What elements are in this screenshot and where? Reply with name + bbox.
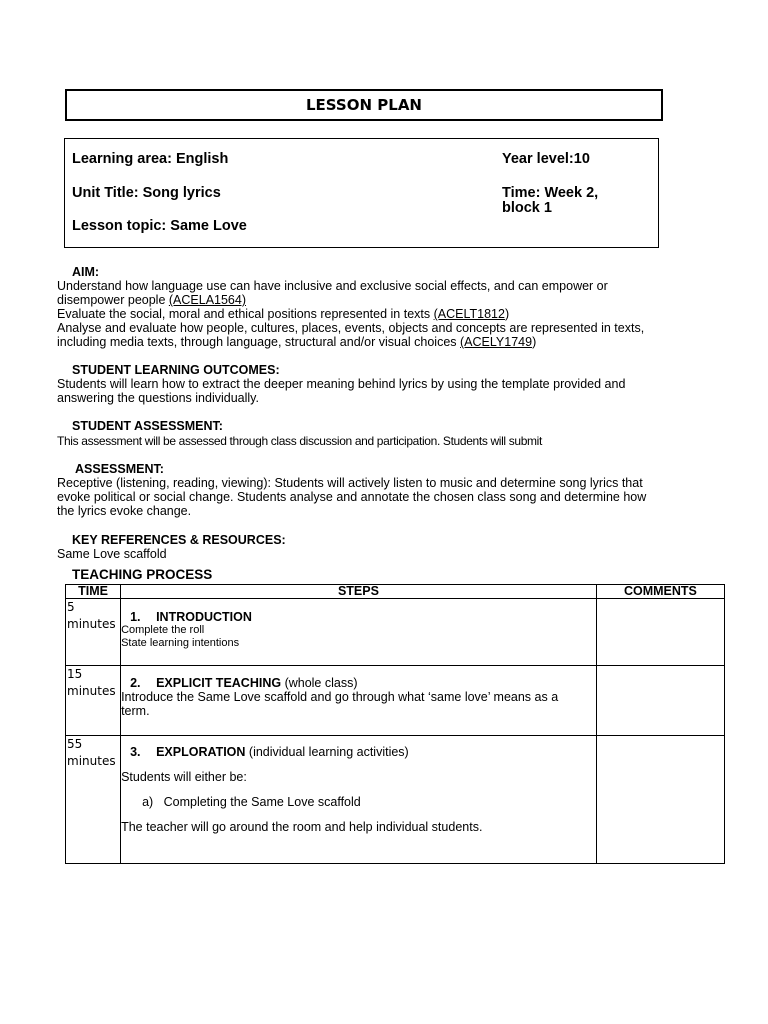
table-row (66, 666, 725, 736)
outcomes-heading: STUDENT LEARNING OUTCOMES: (72, 363, 280, 377)
step-title: INTRODUCTION (156, 610, 252, 624)
aim-line (57, 293, 246, 307)
aim-line (57, 307, 509, 321)
time-block: block 1 (502, 200, 552, 216)
aim-text: disempower people (57, 293, 169, 307)
unit-title: Unit Title: Song lyrics (72, 185, 221, 201)
lesson-topic: Lesson topic: Same Love (72, 218, 247, 234)
aim-text: ) (532, 335, 537, 349)
time-cell (66, 666, 121, 736)
time-unit: minutes (67, 754, 116, 768)
resources-heading: KEY REFERENCES & RESOURCES: (72, 533, 286, 547)
comments-cell (596, 599, 724, 666)
steps-cell (121, 599, 597, 666)
step-list-item: a) Completing the Same Love scaffold (142, 795, 361, 809)
curriculum-code-link[interactable]: (ACELA1564) (168, 293, 246, 307)
time-unit: minutes (67, 617, 116, 631)
step-number: 3. (130, 745, 141, 759)
aim-line: Analyse and evaluate how people, cultures, places, events, objects and concepts are represented in texts, (57, 321, 645, 335)
comments-cell (596, 666, 724, 736)
step-title: EXPLORATION (156, 745, 246, 759)
teaching-process-heading: TEACHING PROCESS (72, 567, 213, 582)
teaching-process-table (65, 584, 725, 864)
student-assessment-heading: STUDENT ASSESSMENT: (72, 419, 223, 433)
step-note: (whole class) (281, 676, 358, 690)
aim-text: ) (504, 307, 510, 321)
curriculum-code-link[interactable]: (ACELY1749 (460, 335, 533, 349)
steps-cell (121, 666, 597, 736)
step-text: State learning intentions (121, 637, 240, 649)
step-title: EXPLICIT TEACHING (156, 676, 282, 690)
table-row (66, 599, 725, 666)
comments-cell (596, 736, 724, 864)
aim-text: Evaluate the social, moral and ethical positions represented in texts (57, 307, 434, 321)
assessment-line: evoke political or social change. Students analyse and annotate the chosen class song and determine how (57, 490, 647, 504)
page-title: LESSON PLAN (306, 96, 422, 114)
table-row (66, 736, 725, 864)
assessment-heading: ASSESSMENT: (75, 462, 164, 476)
step-note: (individual learning activities) (245, 745, 409, 759)
steps-cell (121, 736, 597, 864)
aim-line (57, 335, 536, 349)
learning-area: Learning area: English (72, 151, 229, 167)
step-text: Complete the roll (121, 624, 205, 636)
step-text: Introduce the Same Love scaffold and go through what ‘same love’ means as a (121, 690, 559, 704)
aim-line: Understand how language use can have inclusive and exclusive social effects, and can empower or (57, 279, 608, 293)
time-value: 15 (67, 667, 83, 681)
student-assessment-line: This assessment will be assessed through class discussion and participation. Students will submit (57, 434, 542, 448)
step-number: 1. (130, 610, 141, 624)
year-level: Year level:10 (502, 151, 590, 167)
column-header-time: TIME (66, 585, 121, 599)
step-heading (130, 610, 596, 624)
step-text: The teacher will go around the room and help individual students. (121, 820, 483, 834)
time-cell (66, 599, 121, 666)
step-text: Students will either be: (121, 770, 247, 784)
aim-text: including media texts, through language, structural and/or visual choices (57, 335, 461, 349)
step-heading (130, 676, 596, 690)
assessment-line: the lyrics evoke change. (57, 504, 192, 518)
time-cell (66, 736, 121, 864)
assessment-line: Receptive (listening, reading, viewing): Students will actively listen to music and determine song lyrics that (57, 476, 643, 490)
step-text: term. (121, 704, 150, 718)
column-header-comments: COMMENTS (596, 585, 724, 599)
step-number: 2. (130, 676, 141, 690)
time-value: 55 (67, 737, 83, 751)
outcomes-line: Students will learn how to extract the deeper meaning behind lyrics by using the template provided and (57, 377, 626, 391)
step-heading (130, 745, 596, 759)
resources-line: Same Love scaffold (57, 547, 167, 561)
curriculum-code-link[interactable]: (ACELT1812 (433, 307, 505, 321)
outcomes-line: answering the questions individually. (57, 391, 259, 405)
column-header-steps: STEPS (121, 585, 597, 599)
table-header-row (66, 585, 725, 599)
time-week: Time: Week 2, (502, 185, 599, 201)
lesson-plan-title-box (65, 89, 663, 121)
aim-heading: AIM: (72, 265, 100, 279)
time-unit: minutes (67, 684, 116, 698)
time-value: 5 (67, 600, 75, 614)
